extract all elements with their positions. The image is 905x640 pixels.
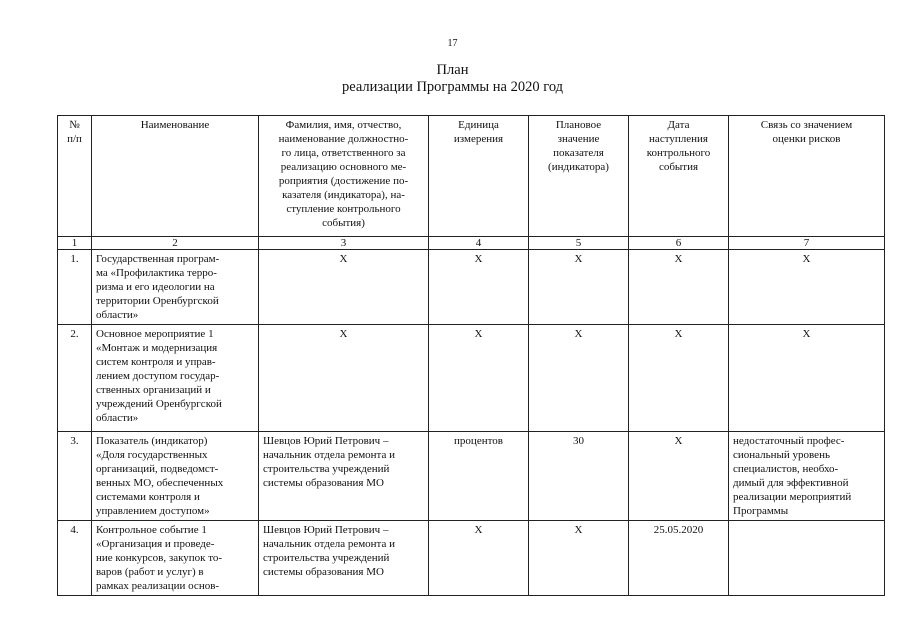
column-number: 4 xyxy=(429,237,529,250)
column-number: 2 xyxy=(92,237,259,250)
row-risk xyxy=(729,521,885,596)
page-number: 17 xyxy=(447,38,458,49)
header-cell-responsible: Фамилия, имя, отчество, наименование должностно- го лица, ответственного за реализацию основного ме- роприятия (достижение по- казателя (индикатора), на- ступление контрольного события) xyxy=(259,116,429,237)
header-cell-plan-value: Плановое значение показателя (индикатора) xyxy=(529,116,629,237)
row-responsible: X xyxy=(259,325,429,432)
row-plan-value: X xyxy=(529,250,629,325)
row-risk: X xyxy=(729,250,885,325)
column-number: 5 xyxy=(529,237,629,250)
row-number: 2. xyxy=(58,325,92,432)
table-row xyxy=(58,250,885,325)
header-cell-num: № п/п xyxy=(58,116,92,237)
row-unit: процентов xyxy=(429,432,529,521)
row-responsible: Шевцов Юрий Петрович – начальник отдела ремонта и строительства учреждений системы образования МО xyxy=(259,521,429,596)
row-unit: X xyxy=(429,521,529,596)
column-number: 7 xyxy=(729,237,885,250)
header-cell-name: Наименование xyxy=(92,116,259,237)
title-line-2: реализации Программы на 2020 год xyxy=(341,79,564,95)
table-row xyxy=(58,325,885,432)
header-cell-risk: Связь со значением оценки рисков xyxy=(729,116,885,237)
row-plan-value: 30 xyxy=(529,432,629,521)
row-unit: X xyxy=(429,250,529,325)
row-name: Основное мероприятие 1 «Монтаж и модернизация систем контроля и управ- лением доступом государ- ственных организаций и учреждений Оренбургской области» xyxy=(92,325,259,432)
row-name: Контрольное событие 1 «Организация и проведе- ние конкурсов, закупок то- варов (работ и услуг) в рамках реализации основ- xyxy=(92,521,259,596)
column-number: 6 xyxy=(629,237,729,250)
document-title xyxy=(0,62,905,96)
table-row xyxy=(58,432,885,521)
table-header-row xyxy=(58,116,885,237)
row-date: X xyxy=(629,325,729,432)
row-number: 1. xyxy=(58,250,92,325)
row-number: 3. xyxy=(58,432,92,521)
plan-table xyxy=(57,115,885,596)
row-plan-value: X xyxy=(529,521,629,596)
row-name: Показатель (индикатор) «Доля государственных организаций, подведомст- венных МО, обеспеченных системами контроля и управлением доступом» xyxy=(92,432,259,521)
column-number: 3 xyxy=(259,237,429,250)
row-date: X xyxy=(629,250,729,325)
column-number: 1 xyxy=(58,237,92,250)
page-bottom-margin xyxy=(0,598,905,640)
header-cell-unit: Единица измерения xyxy=(429,116,529,237)
row-responsible: X xyxy=(259,250,429,325)
row-responsible: Шевцов Юрий Петрович – начальник отдела ремонта и строительства учреждений системы образования МО xyxy=(259,432,429,521)
row-risk: недостаточный профес- сиональный уровень специалистов, необхо- димый для эффективной реализации мероприятий Программы xyxy=(729,432,885,521)
title-line-1: План xyxy=(436,62,469,78)
row-plan-value: X xyxy=(529,325,629,432)
row-number: 4. xyxy=(58,521,92,596)
row-date: 25.05.2020 xyxy=(629,521,729,596)
row-date: X xyxy=(629,432,729,521)
row-name: Государственная програм- ма «Профилактика терро- ризма и его идеологии на территории Оренбургской области» xyxy=(92,250,259,325)
row-risk: X xyxy=(729,325,885,432)
column-number-row xyxy=(58,237,885,250)
row-unit: X xyxy=(429,325,529,432)
table-row xyxy=(58,521,885,596)
header-cell-date: Дата наступления контрольного события xyxy=(629,116,729,237)
